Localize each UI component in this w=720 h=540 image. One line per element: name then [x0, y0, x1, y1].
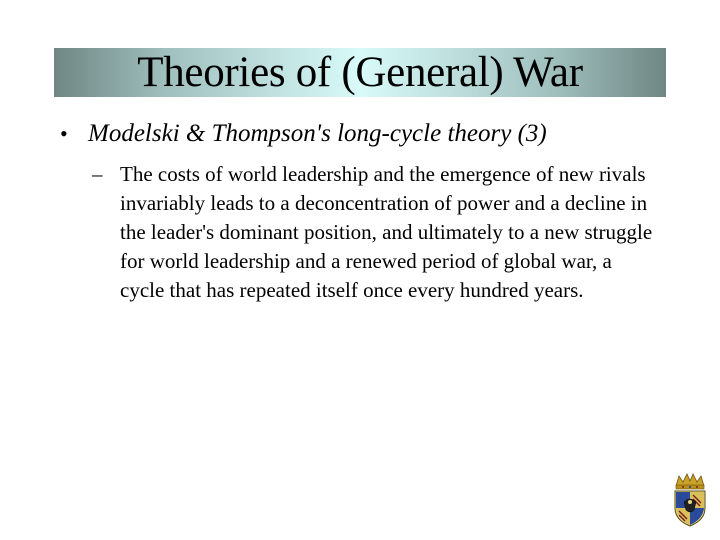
bullet-text: Modelski & Thompson's long-cycle theory (3) — [88, 120, 547, 147]
sub-bullet-text: The costs of world leadership and the emergence of new rivals invariably leads to a deconcentration of power and a decline in the leader's dominant position, and ultimately to a new struggle for world leadership and a renewed period of global war, a cycle that has repeated itself once every hundred years. — [120, 162, 653, 302]
bullet-item — [60, 120, 547, 148]
sub-bullet-item — [92, 160, 655, 305]
university-crest-icon — [670, 472, 710, 528]
title-bar — [54, 48, 666, 97]
slide-title: Theories of (General) War — [137, 49, 583, 96]
bullet-marker: • — [60, 121, 68, 146]
sub-bullet-marker: – — [92, 162, 103, 186]
